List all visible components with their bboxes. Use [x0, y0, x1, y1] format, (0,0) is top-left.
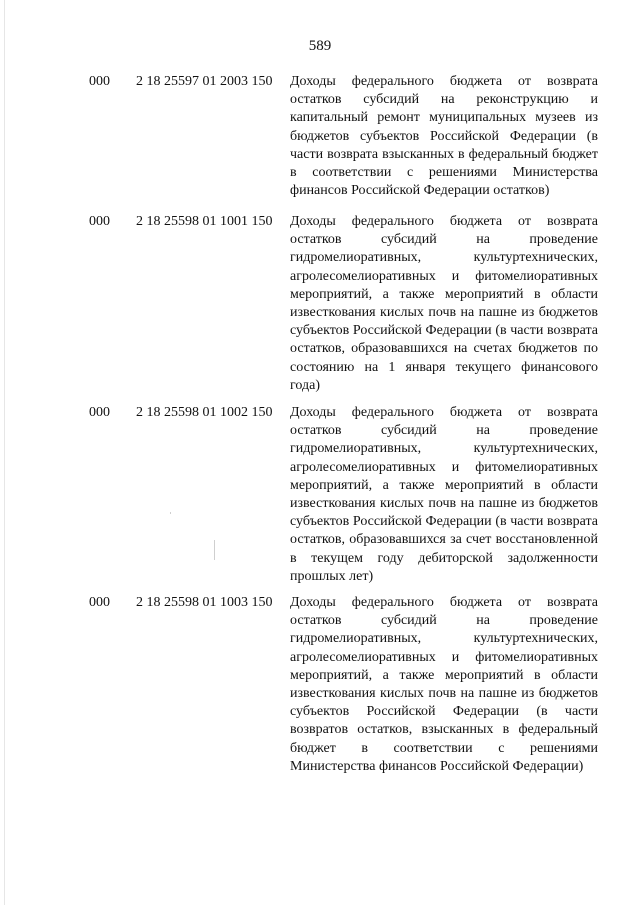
page-number: 589: [308, 38, 332, 54]
scan-left-edge: [4, 0, 5, 905]
budget-classification-code: 2 18 25598 01 1002 150: [136, 405, 273, 420]
scan-speck: [214, 540, 215, 560]
income-description: Доходы федерального бюджета от возврата остатков субсидий на проведение гидромелиоративных, культуртехнических, агролесомелиоративных и фитомелиоративных мероприятий, а также мероприятий в области известкования кислых почв на пашне из бюджетов субъектов Российской Федерации (в части возврата остатков, образовавшихся на счетах бюджетов по состоянию на 1 января текущего финансового года): [290, 214, 598, 393]
budget-classification-code: 2 18 25598 01 1003 150: [136, 595, 273, 610]
administrator-code: 000: [89, 74, 110, 89]
income-description: Доходы федерального бюджета от возврата остатков субсидий на реконструкцию и капитальный ремонт муниципальных музеев из бюджетов субъектов Российской Федерации (в части возврата взысканных в федеральный бюджет в соответствии с решениями Министерства финансов Российской Федерации остатков): [290, 74, 598, 199]
budget-classification-code: 2 18 25598 01 1001 150: [136, 214, 273, 229]
administrator-code: 000: [89, 214, 110, 229]
administrator-code: 000: [89, 405, 110, 420]
administrator-code: 000: [89, 595, 110, 610]
budget-classification-code: 2 18 25597 01 2003 150: [136, 74, 273, 89]
scan-speck: [170, 512, 171, 514]
income-description: Доходы федерального бюджета от возврата остатков субсидий на проведение гидромелиоративных, культуртехнических, агролесомелиоративных и фитомелиоративных мероприятий, а также мероприятий в области известкования кислых почв на пашне из бюджетов субъектов Российской Федерации (в части возвратов остатков, взысканных в федеральный бюджет в соответствии с решениями Министерства финансов Российской Федерации): [290, 595, 598, 774]
income-description: Доходы федерального бюджета от возврата остатков субсидий на проведение гидромелиоративных, культуртехнических, агролесомелиоративных и фитомелиоративных мероприятий, а также мероприятий в области известкования кислых почв на пашне из бюджетов субъектов Российской Федерации (в части возврата остатков, образовавшихся за счет восстановленной в текущем году дебиторской задолженности прошлых лет): [290, 405, 598, 584]
